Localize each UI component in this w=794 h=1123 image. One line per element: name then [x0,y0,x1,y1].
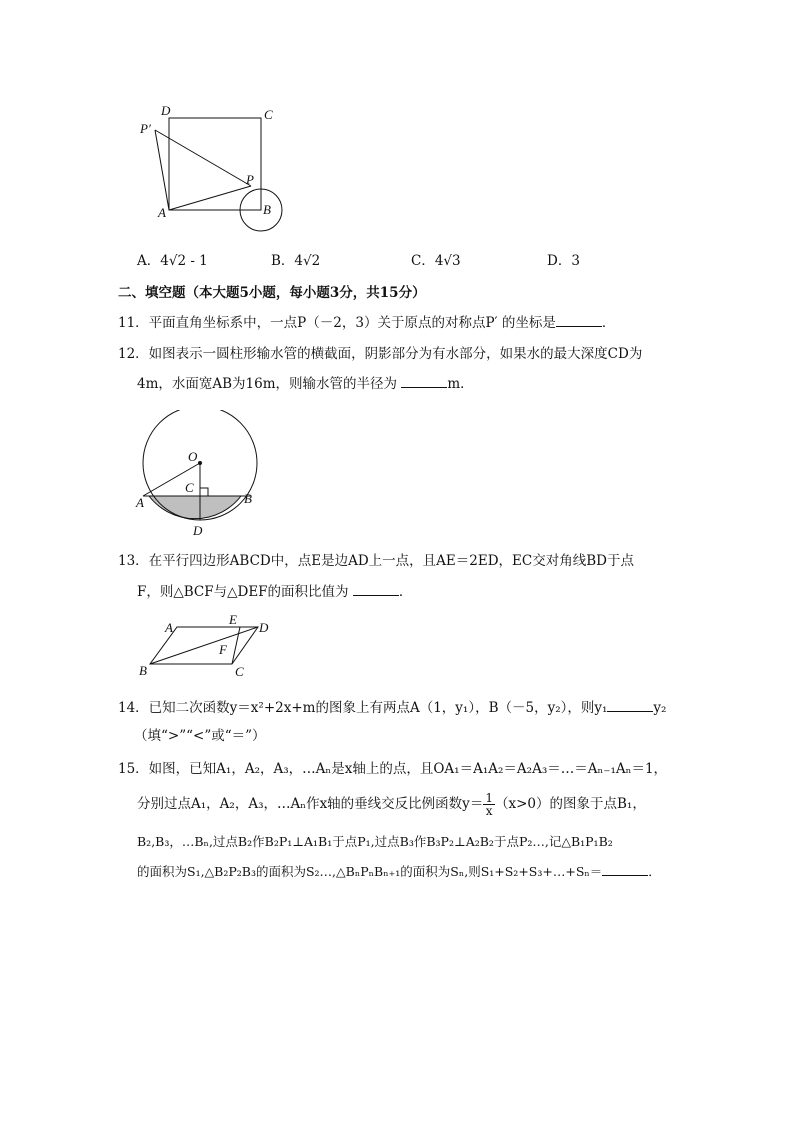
question-14-line2: （填“>”“<”或“＝”） [134,728,266,744]
label-c: C [235,664,244,679]
question-12-line1: 12．如图表示一圆柱形输水管的横截面，阴影部分为有水部分，如果水的最大深度CD为 [118,346,643,362]
parallelogram-figure [130,612,280,682]
label-d: D [259,620,269,635]
answer-blank[interactable] [556,313,602,327]
right-angle-mark [200,488,208,496]
answer-blank[interactable] [607,698,653,712]
label-p-prime: P′ [140,121,151,136]
option-d[interactable]: D．3 [547,253,580,269]
section-title: 二、填空题（本大题5小题，每小题3分，共15分） [118,285,426,301]
label-d: D [193,523,203,538]
label-b: B [244,491,252,506]
segment-ap [169,186,251,210]
answer-blank[interactable] [353,582,399,596]
question-15-line2: 分别过点A₁，A₂，A₃，…Aₙ作x轴的垂线交反比例函数y＝ $\frac{1}{x}$ （x>0）的图象于点B₁， [137,791,646,818]
center-point [198,461,202,465]
question-14-line1: 14．已知二次函数y＝x²+2x+m的图象上有两点A（1，y₁），B（－5，y₂），则y₁ y₂ [118,700,667,716]
label-b: B [139,663,147,678]
label-b: B [263,202,271,217]
fraction-1-over-x: $\frac{1}{x}$ [485,791,493,818]
label-d: D [161,103,171,118]
label-a: A [158,205,166,220]
option-a[interactable]: A．4√2 - 1 [137,253,208,269]
question-13-line2: F，则△BCF与△DEF的面积比值为 ． [137,584,413,600]
water-region [149,496,241,519]
label-f: F [219,642,227,657]
option-b[interactable]: B．4√2 [271,253,321,269]
question-12-line2: 4m，水面宽AB为16m，则输水管的半径为 m． [137,376,474,392]
segment-ap-prime [155,130,169,210]
question-13-line1: 13．在平行四边形ABCD中，点E是边AD上一点，且AE＝2ED，EC交对角线BD于点 [118,553,634,569]
question-15-line3: B₂,B₃，…Bₙ,过点B₂作B₂P₁⊥A₁B₁于点P₁,过点B₃作B₃P₂⊥A₂B₂于点P₂…,记△B₁P₁B₂ [137,834,613,849]
answer-blank[interactable] [401,374,447,388]
label-a: A [136,495,144,510]
label-o: O [188,449,198,464]
question-15-line1: 15．如图，已知A₁，A₂，A₃，…Aₙ是x轴上的点，且OA₁＝A₁A₂＝A₂A₃＝…＝Aₙ₋₁Aₙ＝1， [118,761,668,777]
option-c[interactable]: C．4√3 [411,253,461,269]
question-15-line4: 的面积为S₁,△B₂P₂B₃的面积为S₂…,△BₙPₙBₙ₊₁的面积为Sₙ,则S₁+S₂+S₃+…+Sₙ＝ ． [137,864,661,879]
label-c: C [185,480,194,495]
label-c: C [264,107,273,122]
question-11: 11．平面直角坐标系中，一点P（－2，3）关于原点的对称点P′ 的坐标是 ． [118,315,616,331]
label-p: P [246,172,254,187]
pipe-cross-section-figure [130,410,270,540]
answer-blank[interactable] [602,862,648,876]
square-figure [130,100,300,235]
label-e: E [229,612,237,627]
label-a: A [165,620,173,635]
